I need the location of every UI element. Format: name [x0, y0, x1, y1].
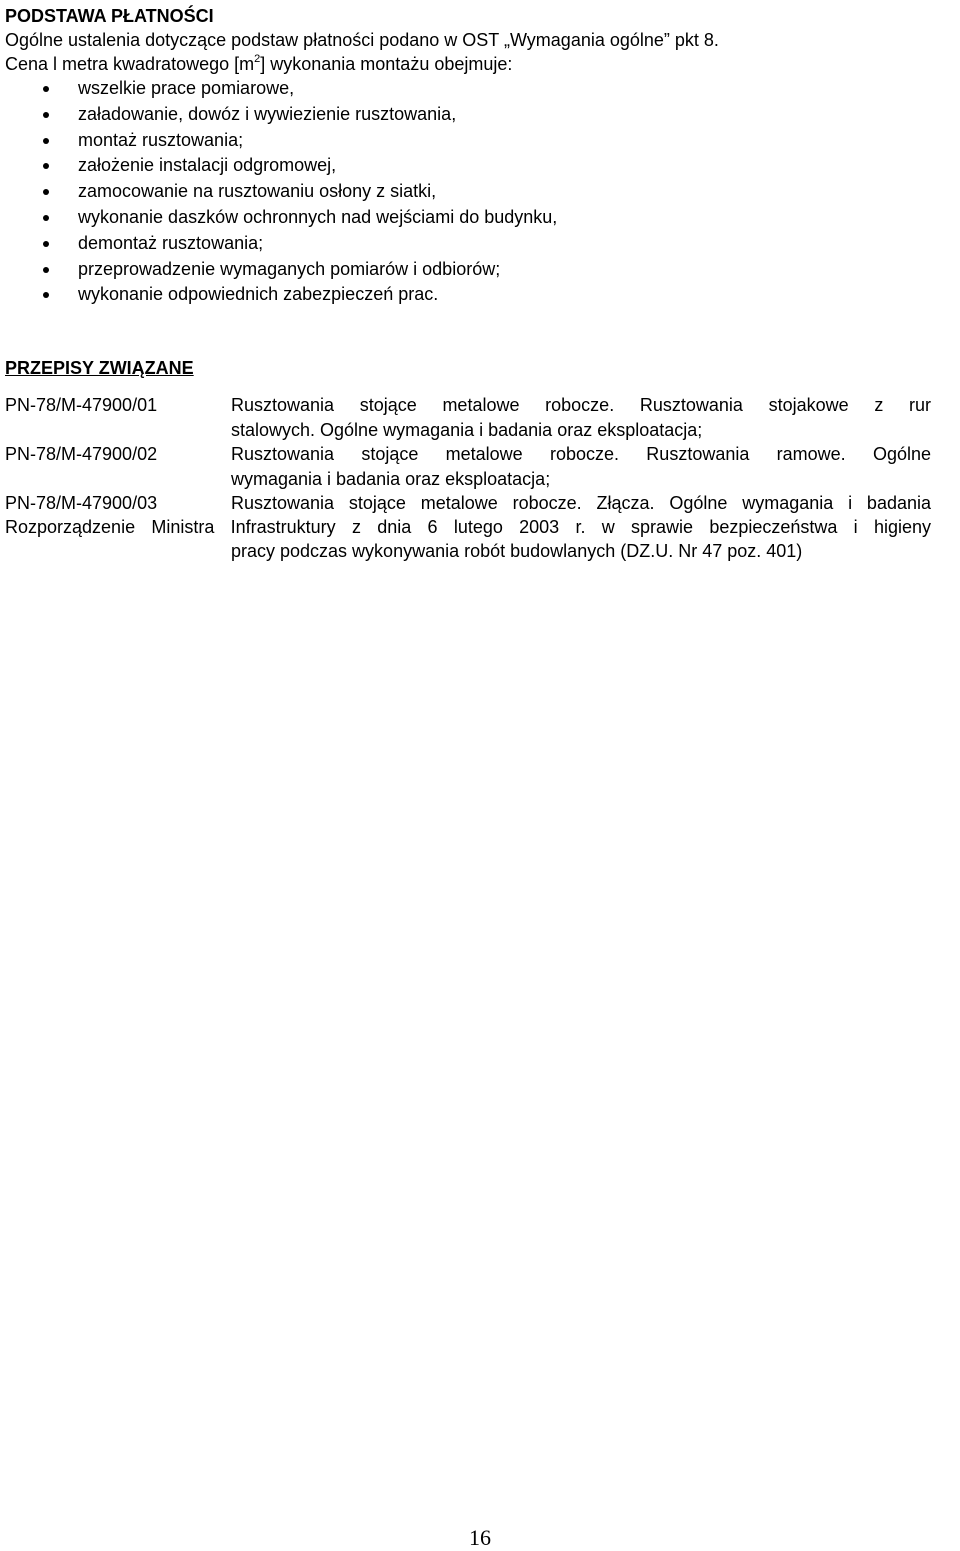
- regulation-description-line: Rusztowania stojące metalowe robocze. Rusztowania ramowe. Ogólne: [231, 444, 931, 464]
- list-item-text: wszelkie prace pomiarowe,: [78, 78, 295, 98]
- bullet-icon: [43, 241, 49, 247]
- regulation-description-line: stalowych. Ogólne wymagania i badania oraz eksploatacja;: [231, 420, 703, 440]
- ordinance-line: Rozporządzenie Ministra Infrastruktury z dnia 6 lutego 2003 r. w sprawie bezpieczeństwa i higieny: [5, 517, 931, 537]
- regulation-code: PN-78/M-47900/02: [5, 444, 158, 464]
- regulation-code: PN-78/M-47900/01: [5, 395, 158, 415]
- price-scope-text-b: ] wykonania montażu obejmuje:: [260, 54, 513, 74]
- list-item-text: demontaż rusztowania;: [78, 232, 264, 253]
- bullet-icon: [43, 215, 49, 221]
- bullet-icon: [43, 163, 49, 169]
- list-item-text: wykonanie odpowiednich zabezpieczeń prac.: [78, 284, 439, 305]
- list-item-text: montaż rusztowania;: [78, 129, 244, 150]
- regulation-description-line: wymagania i badania oraz eksploatacja;: [231, 469, 551, 489]
- bullet-icon: [43, 86, 49, 92]
- regulation-description: [231, 442, 931, 492]
- price-scope-text-a: Cena l metra kwadratowego [m: [5, 54, 255, 74]
- regulation-description: [231, 393, 931, 443]
- page-number: 16: [469, 1525, 491, 1550]
- list-item-text: załadowanie, dowóz i wywiezienie rusztowania,: [78, 103, 457, 124]
- regulation-description: [231, 491, 931, 516]
- regulation-code: PN-78/M-47900/03: [5, 493, 158, 513]
- bullet-icon: [43, 112, 49, 118]
- list-item-text: założenie instalacji odgromowej,: [78, 155, 337, 176]
- ordinance-line-continuation: pracy podczas wykonywania robót budowlanych (DZ.U. Nr 47 poz. 401): [231, 541, 803, 561]
- list-item-text: wykonanie daszków ochronnych nad wejściami do budynku,: [78, 206, 558, 227]
- bullet-icon: [43, 138, 49, 144]
- bullet-icon: [43, 267, 49, 273]
- bullet-icon: [43, 189, 49, 195]
- list-item-text: przeprowadzenie wymaganych pomiarów i odbiorów;: [78, 258, 501, 279]
- price-scope-superscript: 2: [254, 53, 261, 65]
- regulation-description-line: Rusztowania stojące metalowe robocze. Złącza. Ogólne wymagania i badania: [231, 493, 931, 513]
- price-scope-line: [5, 52, 512, 76]
- regulations-heading: PRZEPISY ZWIĄZANE: [5, 358, 194, 378]
- bullet-icon: [43, 292, 49, 298]
- regulation-description-line: Rusztowania stojące metalowe robocze. Rusztowania stojakowe z rur: [231, 395, 931, 415]
- payment-heading: PODSTAWA PŁATNOŚCI: [5, 6, 214, 26]
- payment-intro-line: Ogólne ustalenia dotyczące podstaw płatności podano w OST „Wymagania ogólne” pkt 8.: [5, 30, 719, 50]
- list-item-text: zamocowanie na rusztowaniu osłony z siatki,: [78, 181, 437, 202]
